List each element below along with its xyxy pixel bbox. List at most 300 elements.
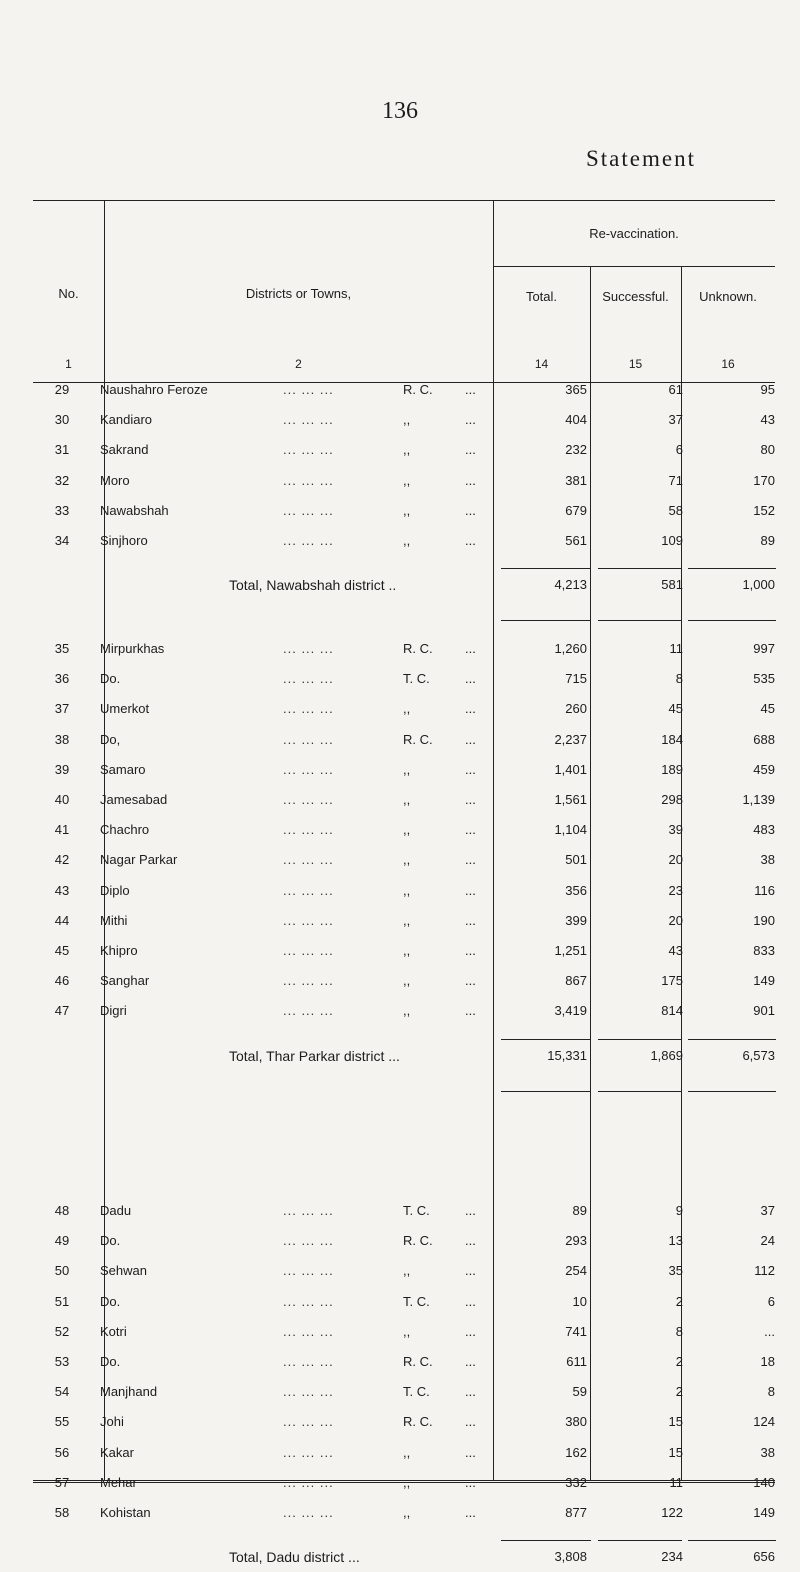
total-value: 232 — [565, 442, 587, 458]
vaccination-code: R. C. — [403, 382, 433, 397]
table-row — [33, 996, 775, 1026]
vaccination-code: T. C. — [403, 1293, 430, 1309]
section-total-value: 4,213 — [554, 577, 587, 593]
total-value: 679 — [565, 502, 587, 518]
row-number: 46 — [54, 973, 70, 989]
vaccination-code: ,, — [403, 1505, 411, 1520]
leader-dots: ... — [465, 442, 476, 458]
district-name: Dadu — [100, 1203, 132, 1218]
leader-dots: ... — [465, 792, 476, 807]
district-name: Johi — [100, 1414, 124, 1430]
section-total-value: 15,331 — [547, 1047, 587, 1063]
leader-dots: ... — [465, 472, 476, 488]
successful-value: 2 — [675, 1354, 683, 1369]
total-value: 501 — [565, 852, 587, 868]
leader-dots: ... ... ... — [283, 1354, 334, 1369]
unknown-value: 997 — [753, 641, 775, 656]
district-name: Kakar — [100, 1444, 134, 1460]
row-number: 38 — [54, 731, 70, 747]
section-total-label: Total, Nawabshah district .. — [229, 577, 397, 594]
successful-value: 298 — [661, 792, 683, 807]
district-name: Sehwan — [100, 1263, 147, 1279]
district-name: Do. — [100, 671, 121, 687]
successful-value: 43 — [668, 943, 683, 958]
leader-dots: ... — [465, 1444, 476, 1460]
leader-dots: ... ... ... — [283, 472, 334, 488]
total-value: 715 — [565, 671, 587, 687]
leader-dots: ... — [465, 852, 476, 868]
leader-dots: ... — [465, 912, 476, 928]
leader-dots: ... — [465, 641, 476, 656]
leader-dots: ... — [465, 1384, 476, 1400]
section-unknown-value: 1,000 — [742, 577, 775, 593]
page-number: 136 — [382, 98, 418, 124]
vaccination-code: ,, — [403, 973, 411, 989]
leader-dots: ... — [465, 1505, 476, 1520]
unknown-value: 149 — [753, 973, 775, 989]
row-number: 32 — [54, 472, 70, 488]
section-total-row — [33, 1542, 775, 1572]
vaccination-code: R. C. — [403, 1354, 433, 1369]
leader-dots: ... ... ... — [283, 1293, 334, 1309]
unknown-value: 43 — [760, 412, 775, 428]
successful-value: 9 — [675, 1203, 683, 1218]
successful-value: 35 — [668, 1263, 683, 1279]
district-name: Digri — [100, 1003, 127, 1019]
unknown-value: 38 — [760, 852, 775, 868]
leader-dots: ... — [465, 502, 476, 518]
vaccination-code: ,, — [403, 822, 411, 838]
leader-dots: ... — [465, 761, 476, 777]
table-row — [33, 966, 775, 996]
row-number: 35 — [54, 641, 70, 656]
unknown-value: 8 — [767, 1384, 775, 1400]
row-number: 50 — [54, 1263, 70, 1279]
row-number: 58 — [54, 1505, 70, 1520]
unknown-value: 459 — [753, 761, 775, 777]
successful-value: 37 — [668, 412, 683, 428]
section-bottom-rule — [688, 1091, 776, 1092]
table-row — [33, 876, 775, 906]
vaccination-code: R. C. — [403, 731, 433, 747]
total-value: 877 — [565, 1505, 587, 1520]
leader-dots: ... ... ... — [283, 1323, 334, 1339]
leader-dots: ... — [465, 701, 476, 717]
successful-value: 175 — [661, 973, 683, 989]
table-row — [33, 1438, 775, 1468]
col-number-successful: 15 — [628, 357, 643, 371]
row-number: 36 — [54, 671, 70, 687]
district-name: Khipro — [100, 943, 138, 958]
vaccination-code: R. C. — [403, 641, 433, 656]
district-name: Moro — [100, 472, 130, 488]
total-value: 1,401 — [554, 761, 587, 777]
unknown-value: 535 — [753, 671, 775, 687]
section-unknown-value: 6,573 — [742, 1047, 775, 1063]
leader-dots: ... — [465, 1414, 476, 1430]
section-unknown-value: 656 — [753, 1549, 775, 1565]
successful-value: 71 — [668, 472, 683, 488]
leader-dots: ... — [465, 1293, 476, 1309]
unknown-value: 1,139 — [742, 792, 775, 807]
table-row — [33, 375, 775, 405]
section-total-rule — [598, 1540, 682, 1541]
district-name: Sanghar — [100, 973, 150, 989]
row-number: 51 — [54, 1293, 70, 1309]
district-name: Chachro — [100, 822, 150, 838]
row-number: 49 — [54, 1233, 70, 1249]
leader-dots: ... ... ... — [283, 1444, 334, 1460]
vaccination-code: T. C. — [403, 1203, 430, 1218]
unknown-value: 37 — [760, 1203, 775, 1218]
leader-dots: ... — [465, 1203, 476, 1218]
unknown-value: 112 — [754, 1263, 775, 1279]
vaccination-code: ,, — [403, 792, 411, 807]
vaccination-code: ,, — [403, 472, 411, 488]
leader-dots: ... — [465, 382, 476, 397]
row-number: 44 — [54, 912, 70, 928]
row-number: 43 — [54, 882, 70, 898]
successful-value: 20 — [668, 852, 683, 868]
district-name: Mirpurkhas — [100, 641, 165, 656]
vaccination-code: ,, — [403, 412, 411, 428]
leader-dots: ... ... ... — [283, 1203, 334, 1218]
row-number: 33 — [54, 502, 70, 518]
section-total-rule — [598, 568, 682, 569]
district-name: Jamesabad — [100, 792, 168, 807]
district-name: Mithi — [100, 912, 128, 928]
row-number: 48 — [54, 1203, 70, 1218]
table-row — [33, 936, 775, 966]
section-successful-value: 581 — [661, 577, 683, 593]
leader-dots: ... — [465, 671, 476, 687]
unknown-value: 6 — [767, 1293, 775, 1309]
leader-dots: ... ... ... — [283, 382, 334, 397]
section-total-rule — [501, 1540, 591, 1541]
col-number-total: 14 — [534, 357, 549, 371]
section-bottom-rule — [688, 620, 776, 621]
section-total-label: Total, Dadu district ... — [229, 1549, 360, 1566]
successful-value: 13 — [668, 1233, 683, 1249]
vaccination-code: ,, — [403, 1444, 411, 1460]
vaccination-code: ,, — [403, 502, 411, 518]
district-name: Samaro — [100, 761, 146, 777]
district-name: Kohistan — [100, 1505, 151, 1520]
col-number-no: 1 — [65, 357, 72, 371]
section-total-rule — [688, 568, 776, 569]
successful-value: 122 — [661, 1505, 683, 1520]
table-row — [33, 405, 775, 435]
vaccination-code: ,, — [403, 1003, 411, 1019]
vaccination-code: ,, — [403, 442, 411, 458]
leader-dots: ... ... ... — [283, 1003, 334, 1019]
district-name: Sakrand — [100, 442, 149, 458]
row-number: 47 — [54, 1003, 70, 1019]
row-number: 37 — [54, 701, 70, 717]
successful-value: 814 — [661, 1003, 683, 1019]
table-row — [33, 1407, 775, 1437]
table-row — [33, 526, 775, 556]
row-number: 56 — [54, 1444, 70, 1460]
col-number-district: 2 — [295, 357, 302, 371]
leader-dots: ... ... ... — [283, 412, 334, 428]
successful-value: 61 — [668, 382, 683, 397]
successful-value: 23 — [668, 882, 683, 898]
leader-dots: ... ... ... — [283, 1233, 334, 1249]
vaccination-code: R. C. — [403, 1414, 433, 1430]
unknown-value: 901 — [753, 1003, 775, 1019]
row-number: 29 — [54, 382, 70, 397]
leader-dots: ... ... ... — [283, 1414, 334, 1430]
district-name: Do. — [100, 1293, 121, 1309]
revacc-group-rule — [493, 266, 775, 267]
leader-dots: ... ... ... — [283, 943, 334, 958]
successful-value: 15 — [668, 1414, 683, 1430]
district-name: Umerkot — [100, 701, 150, 717]
total-value: 1,561 — [554, 792, 587, 807]
table-row — [33, 725, 775, 755]
row-number: 53 — [54, 1354, 70, 1369]
leader-dots: ... — [465, 1003, 476, 1019]
vaccination-code: ,, — [403, 1263, 411, 1279]
district-name: Do. — [100, 1354, 121, 1369]
total-value: 611 — [566, 1354, 587, 1369]
section-bottom-rule — [598, 620, 682, 621]
district-name: Nawabshah — [100, 502, 169, 518]
unknown-value: 80 — [760, 442, 775, 458]
unknown-value: 149 — [753, 1505, 775, 1520]
dadu-total-bottom-rule — [33, 1482, 775, 1483]
section-bottom-rule — [501, 1091, 591, 1092]
unknown-value: 170 — [753, 472, 775, 488]
successful-value: 2 — [675, 1293, 683, 1309]
successful-value: 45 — [668, 701, 683, 717]
successful-value: 2 — [675, 1384, 683, 1400]
table-row — [33, 1287, 775, 1317]
table-row — [33, 1226, 775, 1256]
total-value: 10 — [572, 1293, 587, 1309]
col-header-unknown: Unknown. — [699, 289, 757, 304]
row-number: 41 — [54, 822, 70, 838]
table-row — [33, 496, 775, 526]
district-name: Do, — [100, 731, 121, 747]
unknown-value: 688 — [753, 731, 775, 747]
vaccination-code: R. C. — [403, 1233, 433, 1249]
row-number: 42 — [54, 852, 70, 868]
total-value: 1,260 — [554, 641, 587, 656]
row-number: 54 — [54, 1384, 70, 1400]
col-header-successful: Successful. — [602, 289, 669, 304]
vaccination-code: T. C. — [403, 1384, 430, 1400]
section-total-value: 3,808 — [554, 1549, 587, 1565]
row-number: 31 — [54, 442, 70, 458]
table-row — [33, 1498, 775, 1528]
section-successful-value: 234 — [661, 1549, 683, 1565]
leader-dots: ... ... ... — [283, 822, 334, 838]
vaccination-code: ,, — [403, 882, 411, 898]
total-value: 162 — [565, 1444, 587, 1460]
leader-dots: ... ... ... — [283, 973, 334, 989]
leader-dots: ... — [465, 822, 476, 838]
unknown-value: 45 — [760, 701, 775, 717]
total-value: 293 — [565, 1233, 587, 1249]
col-header-total: Total. — [525, 289, 558, 304]
successful-value: 8 — [675, 1323, 683, 1339]
leader-dots: ... ... ... — [283, 912, 334, 928]
unknown-value: ... — [764, 1323, 775, 1339]
table-row — [33, 694, 775, 724]
successful-value: 189 — [661, 761, 683, 777]
total-value: 561 — [565, 533, 587, 548]
total-value: 399 — [565, 912, 587, 928]
total-value: 89 — [572, 1203, 587, 1218]
unknown-value: 483 — [753, 822, 775, 838]
unknown-value: 124 — [753, 1414, 775, 1430]
total-value: 3,419 — [554, 1003, 587, 1019]
unknown-value: 95 — [760, 382, 775, 397]
successful-value: 58 — [668, 502, 683, 518]
leader-dots: ... ... ... — [283, 1505, 334, 1520]
leader-dots: ... — [465, 1233, 476, 1249]
table-row — [33, 634, 775, 664]
statement-table — [33, 196, 775, 1566]
leader-dots: ... ... ... — [283, 671, 334, 687]
leader-dots: ... ... ... — [283, 1263, 334, 1279]
leader-dots: ... — [465, 882, 476, 898]
district-name: Kotri — [100, 1323, 127, 1339]
district-name: Nagar Parkar — [100, 852, 178, 868]
table-row — [33, 1196, 775, 1226]
vaccination-code: ,, — [403, 912, 411, 928]
page-title: Statement — [586, 146, 696, 171]
unknown-value: 24 — [760, 1233, 775, 1249]
row-number: 45 — [54, 943, 70, 958]
table-top-rule — [33, 200, 775, 201]
table-row — [33, 906, 775, 936]
district-name: Manjhand — [100, 1384, 158, 1400]
row-number: 40 — [54, 792, 70, 807]
leader-dots: ... — [465, 412, 476, 428]
successful-value: 15 — [668, 1444, 683, 1460]
leader-dots: ... — [465, 533, 476, 548]
successful-value: 6 — [675, 442, 683, 458]
successful-value: 20 — [668, 912, 683, 928]
total-value: 2,237 — [554, 731, 587, 747]
unknown-value: 116 — [754, 882, 775, 898]
table-row — [33, 664, 775, 694]
total-value: 260 — [565, 701, 587, 717]
vaccination-code: ,, — [403, 701, 411, 717]
section-total-row — [33, 570, 775, 600]
successful-value: 8 — [675, 671, 683, 687]
vaccination-code: ,, — [403, 852, 411, 868]
total-value: 1,104 — [554, 822, 587, 838]
table-row — [33, 1256, 775, 1286]
section-total-rule — [501, 1039, 591, 1040]
section-total-rule — [501, 568, 591, 569]
unknown-value: 190 — [753, 912, 775, 928]
leader-dots: ... ... ... — [283, 533, 334, 548]
table-row — [33, 845, 775, 875]
unknown-value: 18 — [760, 1354, 775, 1369]
district-name: Naushahro Feroze — [100, 382, 208, 397]
revacc-group-header: Re-vaccination. — [589, 226, 679, 241]
leader-dots: ... — [465, 973, 476, 989]
col-header-no: No. — [58, 286, 79, 301]
leader-dots: ... — [465, 1263, 476, 1279]
successful-value: 11 — [669, 641, 683, 656]
district-name: Do. — [100, 1233, 121, 1249]
total-value: 1,251 — [554, 943, 587, 958]
total-value: 380 — [565, 1414, 587, 1430]
row-number: 52 — [54, 1323, 70, 1339]
unknown-value: 38 — [760, 1444, 775, 1460]
total-value: 404 — [565, 412, 587, 428]
successful-value: 184 — [661, 731, 683, 747]
successful-value: 39 — [668, 822, 683, 838]
leader-dots: ... — [465, 1323, 476, 1339]
vaccination-code: ,, — [403, 943, 411, 958]
total-value: 365 — [565, 382, 587, 397]
row-number: 34 — [54, 533, 70, 548]
total-value: 356 — [565, 882, 587, 898]
table-row — [33, 785, 775, 815]
vaccination-code: ,, — [403, 761, 411, 777]
section-total-row — [33, 1041, 775, 1071]
leader-dots: ... ... ... — [283, 442, 334, 458]
section-total-rule — [598, 1039, 682, 1040]
table-bottom-rule — [33, 1480, 775, 1481]
table-row — [33, 435, 775, 465]
leader-dots: ... — [465, 731, 476, 747]
leader-dots: ... ... ... — [283, 882, 334, 898]
leader-dots: ... ... ... — [283, 701, 334, 717]
table-row — [33, 1347, 775, 1377]
successful-value: 109 — [661, 533, 683, 548]
district-name: Kandiaro — [100, 412, 153, 428]
unknown-value: 89 — [760, 533, 775, 548]
row-number: 30 — [54, 412, 70, 428]
total-value: 254 — [565, 1263, 587, 1279]
section-total-label: Total, Thar Parkar district ... — [229, 1047, 400, 1064]
section-bottom-rule — [501, 620, 591, 621]
table-row — [33, 1377, 775, 1407]
section-successful-value: 1,869 — [650, 1047, 683, 1063]
table-row — [33, 466, 775, 496]
leader-dots: ... ... ... — [283, 502, 334, 518]
total-value: 59 — [572, 1384, 587, 1400]
leader-dots: ... — [465, 1354, 476, 1369]
total-value: 867 — [565, 973, 587, 989]
col-number-unknown: 16 — [721, 357, 735, 371]
row-number: 55 — [54, 1414, 70, 1430]
row-number: 39 — [54, 761, 70, 777]
table-row — [33, 815, 775, 845]
vaccination-code: T. C. — [403, 671, 430, 687]
leader-dots: ... — [465, 943, 476, 958]
section-bottom-rule — [598, 1091, 682, 1092]
leader-dots: ... ... ... — [283, 852, 334, 868]
section-total-rule — [688, 1039, 776, 1040]
table-row — [33, 1317, 775, 1347]
total-value: 741 — [565, 1323, 587, 1339]
total-value: 381 — [565, 472, 587, 488]
district-name: Diplo — [100, 882, 130, 898]
district-name: Sinjhoro — [100, 533, 148, 548]
leader-dots: ... ... ... — [283, 641, 334, 656]
vaccination-code: ,, — [403, 533, 411, 548]
leader-dots: ... ... ... — [283, 731, 334, 747]
